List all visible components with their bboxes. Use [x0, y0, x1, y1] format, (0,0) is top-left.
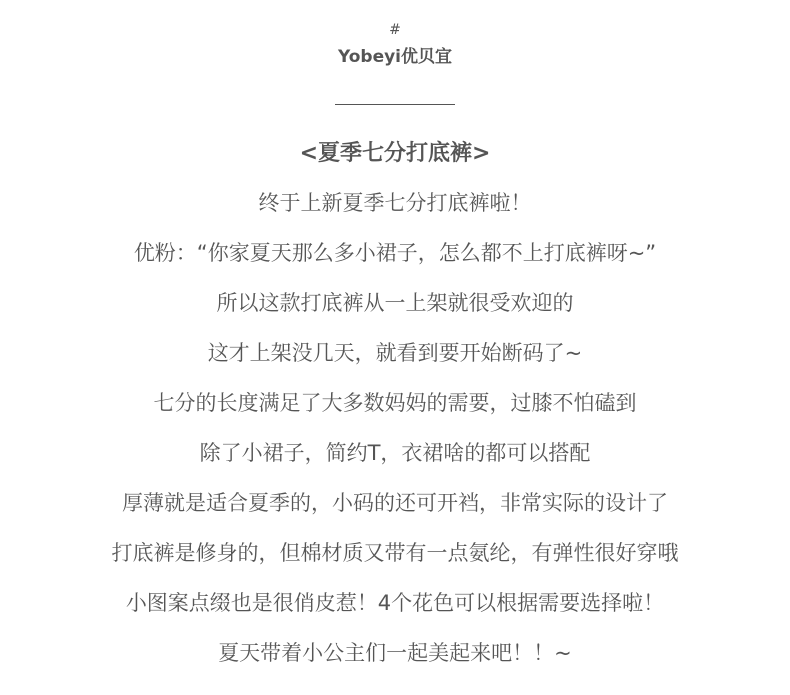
text-line-3: 所以这款打底裤从一上架就很受欢迎的	[216, 291, 574, 315]
text-line-4: 这才上架没几天，就看到要开始断码了~	[207, 341, 583, 365]
hash-mark: #	[389, 22, 401, 38]
text-line-7: 厚薄就是适合夏季的，小码的还可开裆，非常实际的设计了	[122, 491, 668, 515]
text-line-9: 小图案点缀也是很俏皮惹！4个花色可以根据需要选择啦！	[125, 591, 665, 615]
text-line-5: 七分的长度满足了大多数妈妈的需要，过膝不怕磕到	[153, 391, 637, 415]
text-line-1: 终于上新夏季七分打底裤啦！	[258, 191, 532, 215]
text-line-8: 打底裤是修身的，但棉材质又带有一点氨纶，有弹性很好穿哦	[111, 541, 679, 565]
article-title: <夏季七分打底裤>	[299, 141, 491, 166]
divider-line	[335, 104, 455, 105]
text-line-2: 优粉：“你家夏天那么多小裙子，怎么都不上打底裤呀~”	[133, 241, 657, 265]
text-line-6: 除了小裙子，简约T，衣裙啥的都可以搭配	[199, 441, 591, 465]
brand-name: Yobeyi优贝宜	[337, 47, 453, 67]
text-line-10: 夏天带着小公主们一起美起来吧！！~	[218, 641, 572, 665]
